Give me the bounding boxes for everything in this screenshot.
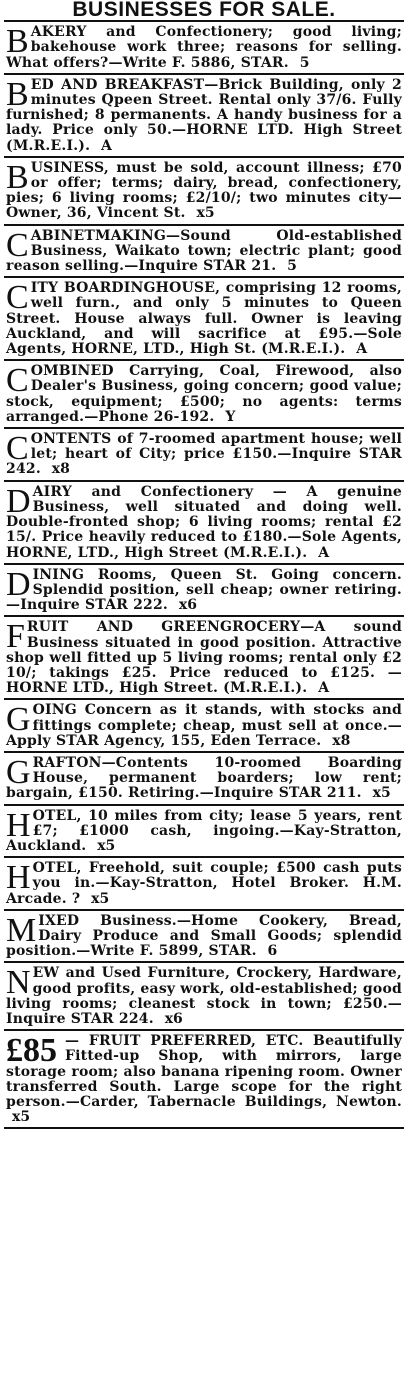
- ad-text: IXED Business.—Home Cookery, Bread, Dairy Produce and Small Goods; splendid position.—Write F. 5899, STAR.: [6, 912, 402, 960]
- initial-capital: D: [6, 482, 31, 520]
- initial-capital: D: [6, 565, 31, 603]
- ad-text: ONTENTS of 7-roomed apartment house; well let; heart of City; price £150.—Inquire STAR 242.: [6, 431, 402, 478]
- classified-ad: [4, 361, 404, 429]
- initial-capital: B: [6, 158, 29, 196]
- classified-ad: [4, 22, 404, 75]
- ad-code: x5: [91, 890, 110, 907]
- initial-capital: G: [6, 701, 31, 739]
- initial-capital: C: [6, 226, 29, 264]
- ad-text: EW and Used Furniture, Crockery, Hardware, good profits, easy work, old-established; good living rooms; cleanest stock in town; £250.—Inquire STAR 224.: [6, 965, 402, 1027]
- ad-code: A: [356, 341, 368, 358]
- initial-capital: B: [6, 23, 29, 61]
- classified-ad: [4, 75, 404, 158]
- ad-code: x6: [178, 597, 197, 614]
- ad-text: OING Concern as it stands, with stocks and fittings complete; cheap, must sell at once.—Apply STAR Agency, 155, Eden Terrace.: [6, 702, 402, 749]
- classified-ad: [4, 482, 404, 565]
- ad-code: A: [318, 680, 330, 697]
- ad-text: RUIT AND GREENGROCERY—A sound Business situated in good position. Attractive shop well fitted up 5 living rooms; rental only £2 10/; takings £25. Price reduced to £125. — HORNE LTD., High Street. (M.R.E.I.).: [6, 619, 402, 697]
- initial-capital: G: [6, 753, 31, 791]
- initial-capital: N: [6, 964, 31, 1002]
- classified-ad: [4, 700, 404, 753]
- classified-ad: [4, 617, 404, 700]
- ad-text: OTEL, 10 miles from city; lease 5 years, rent £7; £1000 cash, ingoing.—Kay-Stratton, Auckland.: [6, 807, 402, 854]
- ads-list: [4, 22, 404, 1129]
- classified-ad: [4, 429, 404, 482]
- ad-code: Y: [225, 408, 236, 425]
- initial-capital: H: [6, 859, 31, 897]
- ad-code: x8: [51, 461, 70, 478]
- ad-code: x5: [12, 1109, 31, 1126]
- ad-text: ITY BOARDINGHOUSE, comprising 12 rooms, well furn., and only 5 minutes to Queen Street. House always full. Owner is leaving Auckland, and will sacrifice at £95.—Sole Agents, HORNE, LTD., High St. (M.R.E.I.).: [6, 280, 402, 358]
- ad-code: 5: [299, 54, 310, 71]
- ad-code: x5: [372, 785, 391, 802]
- initial-capital: C: [6, 430, 29, 468]
- classified-ad: [4, 158, 404, 226]
- ad-text: OMBINED Carrying, Coal, Firewood, also Dealer's Business, going concern; good value; stock, equipment; £500; no agents: terms arranged.—Phone 26-192.: [6, 363, 402, 425]
- classified-ad: [4, 963, 404, 1031]
- classified-ad: [4, 911, 404, 964]
- classified-ad: [4, 278, 404, 361]
- ad-text: OTEL, Freehold, suit couple; £500 cash puts you in.—Kay-Stratton, Hotel Broker. H.M. Arcade. ?: [6, 860, 402, 907]
- initial-capital: B: [6, 75, 29, 113]
- ad-code: A: [318, 544, 330, 561]
- ad-code: x6: [164, 1010, 183, 1027]
- ad-text: INING Rooms, Queen St. Going concern. Splendid position, sell cheap; owner retiring.—Inquire STAR 222.: [6, 566, 402, 614]
- section-heading: BUSINESSES FOR SALE.: [4, 0, 404, 22]
- ad-text: AKERY and Confectionery; good living; bakehouse work three; reasons for selling. What offers?—Write F. 5886, STAR.: [6, 24, 402, 71]
- initial-capital: M: [6, 911, 37, 949]
- ad-text: — FRUIT PREFERRED, ETC. Beautifully Fitted-up Shop, with mirrors, large storage room; also banana ripening room. Owner transferred South. Large scope for the right person.—Carder, Tabernacle Buildings, Newton.: [6, 1033, 402, 1110]
- initial-capital: C: [6, 362, 29, 400]
- ad-text: USINESS, must be sold, account illness; £70 or offer; terms; dairy, bread, confectionery, pies; 6 living rooms; £2/10/; two minutes city—Owner, 36, Vincent St.: [6, 159, 402, 222]
- classified-ad: [4, 565, 404, 618]
- ad-code: A: [101, 137, 112, 154]
- ad-text: AIRY and Confectionery — A genuine Business, well situated and doing well. Double-fronted shop; 6 living rooms; rental £2 15/. Price heavily reduced to £180.—Sole Agents, HORNE, LTD., High Street (M.R.E.I.).: [6, 483, 402, 561]
- initial-capital: H: [6, 806, 31, 844]
- classified-ad: [4, 753, 404, 806]
- ad-text: ABINETMAKING—Sound Old-established Business, Waikato town; electric plant; good reason selling.—Inquire STAR 21.: [6, 227, 402, 275]
- ad-code: x8: [332, 732, 351, 749]
- ad-text: RAFTON—Contents 10-roomed Boarding House, permanent boarders; low rent; bargain, £150. Retiring.—Inquire STAR 211.: [6, 754, 402, 802]
- classified-ad: [4, 806, 404, 859]
- initial-capital: C: [6, 279, 29, 317]
- initial-capital: £85: [6, 1032, 57, 1070]
- classified-column: [4, 0, 404, 1375]
- classified-ad: [4, 858, 404, 911]
- ad-text: ED AND BREAKFAST—Brick Building, only 2 minutes Qpeen Street. Rental only 37/6. Fully furnished; 8 permanents. A handy business for a lady. Price only 50.—HORNE LTD. High Street (M.R.E.I.).: [6, 76, 402, 154]
- classified-ad: [4, 226, 404, 279]
- ad-code: 6: [267, 943, 278, 960]
- ad-code: 5: [287, 258, 297, 275]
- initial-capital: F: [6, 618, 25, 656]
- classified-ad: [4, 1031, 404, 1129]
- ad-code: x5: [97, 837, 116, 854]
- ad-code: x5: [196, 205, 215, 222]
